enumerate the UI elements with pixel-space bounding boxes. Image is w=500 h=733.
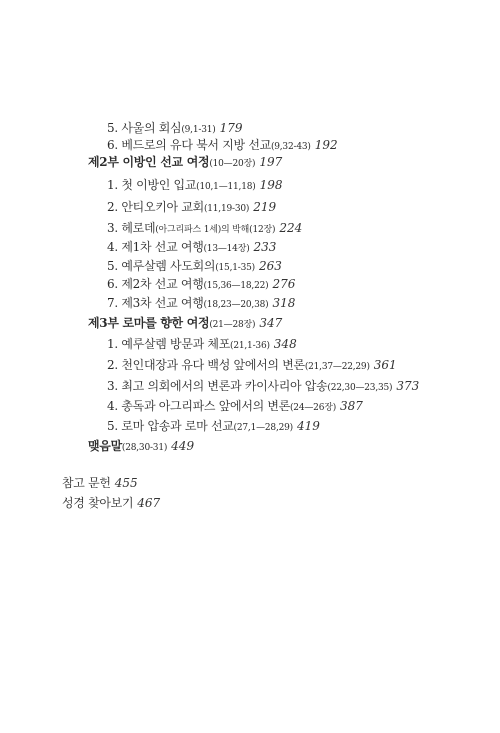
toc-entry xyxy=(107,199,276,217)
toc-entry-range: (28,30-31) xyxy=(121,443,168,453)
toc-entry-title: 5. 사울의 회심 xyxy=(107,121,182,135)
toc-entry xyxy=(62,475,138,493)
toc-entry-range: (18,23—20,38) xyxy=(203,300,269,310)
toc-entry-range: (9,32-43) xyxy=(270,142,311,152)
toc-entry-title: 6. 베드로의 유다 북서 지방 선교 xyxy=(107,138,271,152)
toc-entry-title: 제3부 로마를 향한 여정 xyxy=(88,316,210,330)
toc-entry-range: (10—20장) xyxy=(209,159,256,169)
toc-entry-page: 197 xyxy=(259,155,283,169)
toc-entry xyxy=(107,357,397,375)
toc-entry-page: 263 xyxy=(258,259,282,273)
toc-entry-range: (13—14장) xyxy=(203,244,250,254)
toc-entry-title: 맺음말 xyxy=(88,439,122,453)
toc-entry-page: 373 xyxy=(396,379,420,393)
toc-entry-page: 347 xyxy=(259,316,283,330)
toc-entry-title: 5. 예루살렘 사도회의 xyxy=(107,259,216,273)
toc-entry-title: 1. 첫 이방인 입교 xyxy=(107,178,197,192)
toc-entry-page: 361 xyxy=(373,358,397,372)
toc-entry-page: 348 xyxy=(273,337,297,351)
toc-entry-title: 제2부 이방인 선교 여정 xyxy=(88,155,210,169)
toc-entry-page: 179 xyxy=(219,121,243,135)
toc-entry-page: 219 xyxy=(253,200,277,214)
toc-entry xyxy=(107,137,338,155)
toc-part-heading xyxy=(88,438,194,456)
toc-entry-title: 1. 예루살렘 방문과 체포 xyxy=(107,337,231,351)
toc-entry xyxy=(107,120,242,138)
toc-entry-page: 198 xyxy=(259,178,283,192)
toc-entry-page: 449 xyxy=(171,439,195,453)
toc-entry-page: 455 xyxy=(114,476,138,490)
toc-entry-title: 4. 제1차 선교 여행 xyxy=(107,240,204,254)
toc-entry-page: 467 xyxy=(137,496,161,510)
toc-entry-range: (15,1-35) xyxy=(215,263,255,273)
toc-entry-range: (24—26장) xyxy=(290,403,337,413)
toc-entry-title: 2. 안티오키아 교회 xyxy=(107,200,204,214)
toc-entry-range: (22,30—23,35) xyxy=(327,383,393,393)
toc-entry-title: 참고 문헌 xyxy=(62,476,111,490)
toc-entry xyxy=(107,177,283,195)
toc-entry-title: 성경 찾아보기 xyxy=(62,496,134,510)
toc-entry-title: 6. 제2차 선교 여행 xyxy=(107,277,204,291)
toc-entry-page: 276 xyxy=(272,277,296,291)
toc-entry-range: (21,37—22,29) xyxy=(304,362,370,372)
toc-entry-title: 4. 총독과 아그리파스 앞에서의 변론 xyxy=(107,399,290,413)
toc-entry-range: (21,1-36) xyxy=(230,341,270,351)
toc-part-heading xyxy=(88,154,282,172)
toc-entry-title: 7. 제3차 선교 여행 xyxy=(107,296,204,310)
toc-entry xyxy=(62,495,160,513)
toc-entry xyxy=(107,276,295,294)
toc-entry-page: 318 xyxy=(272,296,296,310)
toc-entry-title: 3. 최고 의회에서의 변론과 카이사리아 압송 xyxy=(107,379,328,393)
toc-entry-page: 419 xyxy=(296,419,320,433)
toc-entry-page: 192 xyxy=(314,138,338,152)
toc-entry xyxy=(107,378,419,396)
toc-entry-range: (9,1-31) xyxy=(181,125,216,135)
toc-entry xyxy=(107,418,320,436)
toc-entry-title: 5. 로마 압송과 로마 선교 xyxy=(107,419,234,433)
toc-entry-page: 233 xyxy=(253,240,277,254)
toc-entry-range: (10,1—11,18) xyxy=(196,182,256,192)
toc-entry xyxy=(107,220,302,238)
toc-entry-range: (15,36—18,22) xyxy=(203,281,269,291)
toc-entry xyxy=(107,336,297,354)
toc-entry-range: (21—28장) xyxy=(209,320,256,330)
toc-entry xyxy=(107,239,276,257)
toc-entry xyxy=(107,295,295,313)
toc-entry-range: (아그리파스 1세)의 박해(12장) xyxy=(155,225,276,235)
toc-entry xyxy=(107,398,363,416)
toc-entry-range: (11,19-30) xyxy=(203,204,250,214)
toc-entry-title: 2. 천인대장과 유다 백성 앞에서의 변론 xyxy=(107,358,305,372)
toc-entry-range: (27,1—28,29) xyxy=(233,423,293,433)
toc-entry-title: 3. 헤로데 xyxy=(107,221,156,235)
toc-entry xyxy=(107,258,282,276)
toc-entry-page: 224 xyxy=(279,221,303,235)
toc-part-heading xyxy=(88,315,282,333)
toc-entry-page: 387 xyxy=(340,399,363,413)
